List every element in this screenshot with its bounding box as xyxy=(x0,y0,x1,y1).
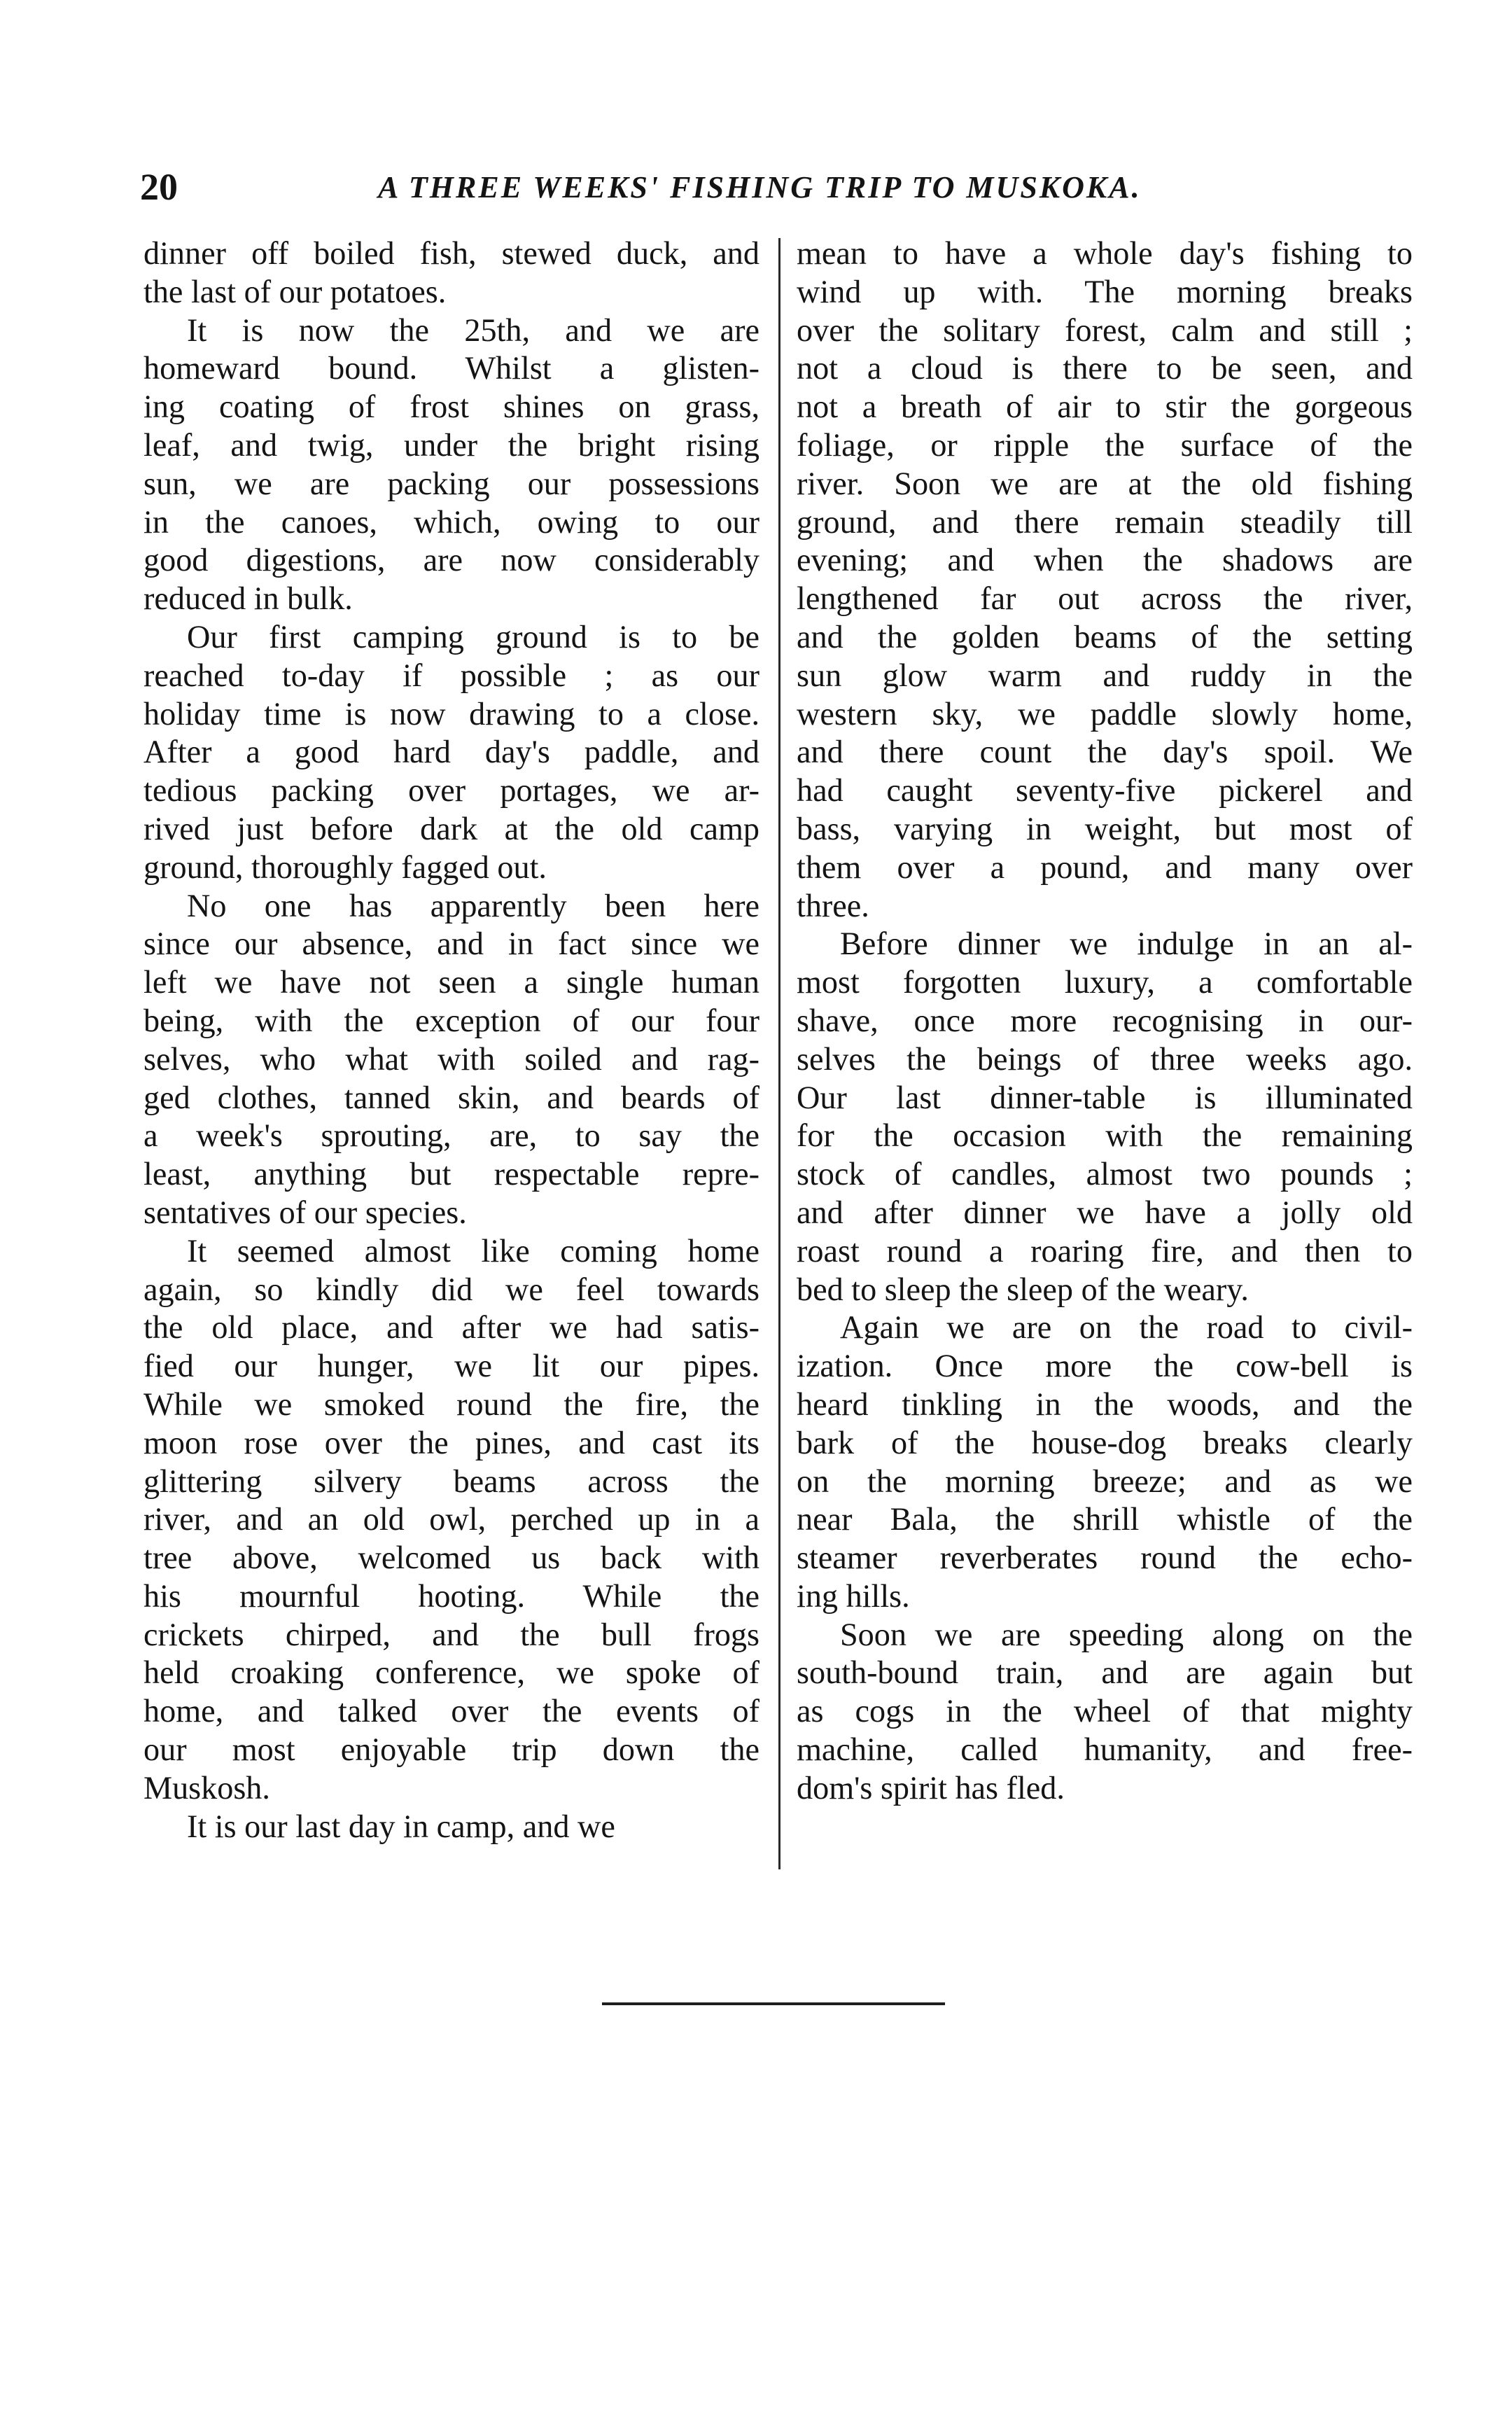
text-line: not a breath of air to stir the gorgeous xyxy=(797,389,1413,425)
text-line: leaf, and twig, under the bright rising xyxy=(144,426,760,463)
text-line: had caught seventy-five pickerel and xyxy=(797,772,1413,809)
text-line: ground, thoroughly fagged out. xyxy=(144,849,547,885)
text-line: a week's sprouting, are, to say the xyxy=(144,1117,760,1154)
text-line: Before dinner we indulge in an al- xyxy=(840,926,1413,962)
text-line: ization. Once more the cow-bell is xyxy=(797,1348,1413,1384)
text-line: mean to have a whole day's fishing to xyxy=(797,235,1413,271)
text-line: rived just before dark at the old camp xyxy=(144,810,760,846)
text-line: stock of candles, almost two pounds ; xyxy=(797,1156,1413,1192)
text-line: on the morning breeze; and as we xyxy=(797,1463,1413,1499)
text-line: the old place, and after we had satis- xyxy=(144,1309,760,1346)
text-line: our most enjoyable trip down the xyxy=(144,1731,760,1768)
text-line: good digestions, are now considerably xyxy=(144,542,760,578)
text-line: ing coating of frost shines on grass, xyxy=(144,389,760,425)
text-line: It seemed almost like coming home xyxy=(187,1232,760,1269)
text-line: three. xyxy=(797,887,869,923)
text-line: Muskosh. xyxy=(144,1769,270,1806)
text-line: homeward bound. Whilst a glisten- xyxy=(144,350,760,386)
paragraph xyxy=(144,235,760,312)
text-line: Again we are on the road to civil- xyxy=(840,1309,1413,1346)
text-line: wind up with. The morning breaks xyxy=(797,273,1413,309)
text-line: left we have not seen a single human xyxy=(144,964,760,1001)
text-line: western sky, we paddle slowly home, xyxy=(797,695,1413,732)
paragraph xyxy=(144,618,760,887)
text-line: bass, varying in weight, but most of xyxy=(797,810,1413,846)
text-line: reduced in bulk. xyxy=(144,580,353,617)
text-line: sun, we are packing our possessions xyxy=(144,465,760,501)
text-line: moon rose over the pines, and cast its xyxy=(144,1424,760,1461)
text-line: lengthened far out across the river, xyxy=(797,580,1413,617)
text-line: and the golden beams of the setting xyxy=(797,618,1413,655)
text-line: While we smoked round the fire, the xyxy=(144,1386,760,1422)
text-line: steamer reverberates round the echo- xyxy=(797,1540,1413,1576)
text-line: for the occasion with the remaining xyxy=(797,1117,1413,1154)
text-line: It is our last day in camp, and we xyxy=(187,1808,615,1844)
text-line: south-bound train, and are again but xyxy=(797,1654,1413,1691)
text-line: dinner off boiled fish, stewed duck, and xyxy=(144,235,760,271)
text-line: home, and talked over the events of xyxy=(144,1693,760,1729)
text-line: ing hills. xyxy=(797,1577,910,1614)
text-line: ground, and there remain steadily till xyxy=(797,503,1413,540)
column-divider xyxy=(778,238,780,1869)
text-line: and after dinner we have a jolly old xyxy=(797,1194,1413,1230)
text-line: bed to sleep the sleep of the weary. xyxy=(797,1271,1249,1307)
text-line: holiday time is now drawing to a close. xyxy=(144,695,760,732)
paragraph xyxy=(797,1616,1413,1808)
text-line: selves the beings of three weeks ago. xyxy=(797,1040,1413,1077)
paragraph xyxy=(144,1808,760,1846)
page-number: 20 xyxy=(140,166,178,208)
text-line: It is now the 25th, and we are xyxy=(187,312,760,348)
text-line: Our last dinner-table is illuminated xyxy=(797,1079,1413,1115)
text-line: most forgotten luxury, a comfortable xyxy=(797,964,1413,1001)
text-line: Soon we are speeding along on the xyxy=(840,1616,1413,1652)
text-line: being, with the exception of our four xyxy=(144,1002,760,1038)
text-line: near Bala, the shrill whistle of the xyxy=(797,1501,1413,1538)
text-line: least, anything but respectable repre- xyxy=(144,1156,760,1192)
paragraph xyxy=(144,312,760,618)
text-line: tedious packing over portages, we ar- xyxy=(144,772,760,809)
text-line: Our first camping ground is to be xyxy=(187,618,760,655)
text-line: No one has apparently been here xyxy=(187,887,760,923)
text-line: dom's spirit has fled. xyxy=(797,1769,1065,1806)
text-line: bark of the house-dog breaks clearly xyxy=(797,1424,1413,1461)
text-line: since our absence, and in fact since we xyxy=(144,926,760,962)
text-line: roast round a roaring fire, and then to xyxy=(797,1232,1413,1269)
text-line: river, and an old owl, perched up in a xyxy=(144,1501,760,1538)
text-line: heard tinkling in the woods, and the xyxy=(797,1386,1413,1422)
text-line: ged clothes, tanned skin, and beards of xyxy=(144,1079,760,1115)
text-line: them over a pound, and many over xyxy=(797,849,1413,885)
paragraph xyxy=(797,925,1413,1309)
text-line: fied our hunger, we lit our pipes. xyxy=(144,1348,760,1384)
text-line: his mournful hooting. While the xyxy=(144,1577,760,1614)
text-line: evening; and when the shadows are xyxy=(797,542,1413,578)
text-line: foliage, or ripple the surface of the xyxy=(797,426,1413,463)
text-line: as cogs in the wheel of that mighty xyxy=(797,1693,1413,1729)
text-line: again, so kindly did we feel towards xyxy=(144,1271,760,1307)
paragraph xyxy=(797,1309,1413,1615)
running-head: A THREE WEEKS' FISHING TRIP TO MUSKOKA. xyxy=(378,170,1142,204)
left-column xyxy=(144,235,760,1846)
text-line: in the canoes, which, owing to our xyxy=(144,503,760,540)
text-line: crickets chirped, and the bull frogs xyxy=(144,1616,760,1652)
text-line: shave, once more recognising in our- xyxy=(797,1002,1413,1038)
text-line: over the solitary forest, calm and still ; xyxy=(797,312,1413,348)
text-line: sentatives of our species. xyxy=(144,1194,467,1230)
end-rule xyxy=(602,2002,945,2005)
paragraph xyxy=(144,887,760,1232)
text-line: river. Soon we are at the old fishing xyxy=(797,465,1413,501)
text-line: tree above, welcomed us back with xyxy=(144,1540,760,1576)
paragraph xyxy=(144,1232,760,1808)
text-line: After a good hard day's paddle, and xyxy=(144,734,760,770)
paragraph xyxy=(797,235,1413,925)
text-line: sun glow warm and ruddy in the xyxy=(797,657,1413,693)
text-line: selves, who what with soiled and rag- xyxy=(144,1040,760,1077)
text-line: not a cloud is there to be seen, and xyxy=(797,350,1413,386)
text-line: glittering silvery beams across the xyxy=(144,1463,760,1499)
text-line: machine, called humanity, and free- xyxy=(797,1731,1413,1768)
text-line: reached to-day if possible ; as our xyxy=(144,657,760,693)
text-line: and there count the day's spoil. We xyxy=(797,734,1413,770)
text-line: the last of our potatoes. xyxy=(144,273,447,309)
text-line: held croaking conference, we spoke of xyxy=(144,1654,760,1691)
right-column xyxy=(797,235,1413,1808)
